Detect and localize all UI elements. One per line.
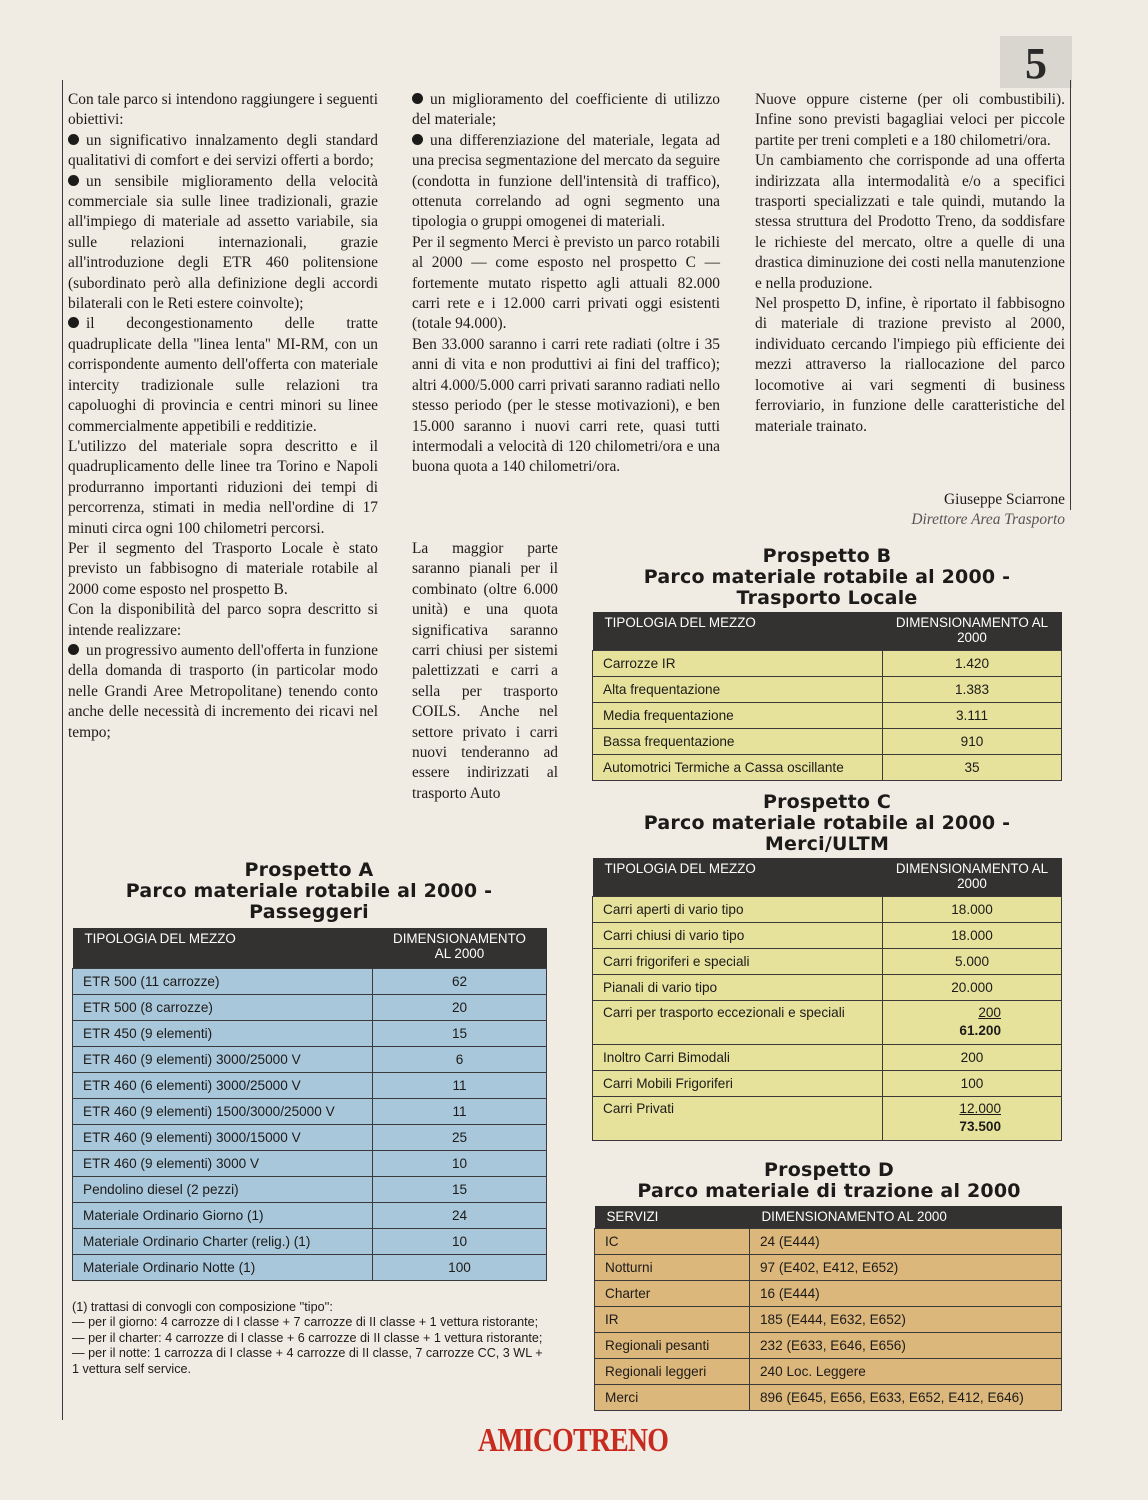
- row-label: ETR 450 (9 elementi): [73, 1020, 373, 1046]
- page-number: 5: [1000, 36, 1072, 88]
- row-label: Carri Privati: [593, 1096, 883, 1140]
- row-label: Carrozze IR: [593, 650, 883, 676]
- paragraph: un miglioramento del coefficiente di utilizzo del materiale;: [412, 90, 720, 131]
- row-label: Materiale Ordinario Notte (1): [73, 1254, 373, 1280]
- footnote-line: (1) trattasi di convogli con composizione ''tipo'':: [72, 1300, 333, 1314]
- table-row: [73, 1046, 547, 1072]
- row-value: 18.000: [883, 922, 1062, 948]
- row-value: 910: [883, 728, 1062, 754]
- table-row: [595, 1332, 1062, 1358]
- row-label: Materiale Ordinario Charter (relig.) (1): [73, 1228, 373, 1254]
- prospetto-a-footnote: [72, 1300, 550, 1377]
- row-label: Carri aperti di vario tipo: [593, 896, 883, 922]
- table-row: [73, 1228, 547, 1254]
- prospetto-d-title: [592, 1160, 1066, 1202]
- row-label: Pianali di vario tipo: [593, 974, 883, 1000]
- row-label: IC: [595, 1228, 750, 1254]
- row-label: Alta frequentazione: [593, 676, 883, 702]
- row-value: 3.111: [883, 702, 1062, 728]
- row-label: Regionali leggeri: [595, 1358, 750, 1384]
- table-row: [593, 702, 1062, 728]
- table-row: [73, 1020, 547, 1046]
- row-label: ETR 460 (9 elementi) 1500/3000/25000 V: [73, 1098, 373, 1124]
- table-row: [73, 1254, 547, 1280]
- table-row: [73, 1124, 547, 1150]
- table-row: [593, 754, 1062, 780]
- row-value: 97 (E402, E412, E652): [750, 1254, 1062, 1280]
- row-value: 185 (E444, E632, E652): [750, 1306, 1062, 1332]
- row-label: Bassa frequentazione: [593, 728, 883, 754]
- table-row: [595, 1254, 1062, 1280]
- row-label: Media frequentazione: [593, 702, 883, 728]
- prospetto-b-table: [592, 612, 1062, 781]
- row-label: Inoltro Carri Bimodali: [593, 1044, 883, 1070]
- table-row: [73, 1098, 547, 1124]
- row-label: Merci: [595, 1384, 750, 1410]
- row-value: 24: [373, 1202, 547, 1228]
- row-label: Notturni: [595, 1254, 750, 1280]
- header-dimensionamento: DIMENSIONAMENTO AL 2000: [750, 1206, 1062, 1228]
- row-value: 25: [373, 1124, 547, 1150]
- header-tipologia: TIPOLOGIA DEL MEZZO: [73, 928, 373, 968]
- row-value: 16 (E444): [750, 1280, 1062, 1306]
- header-tipologia: TIPOLOGIA DEL MEZZO: [593, 612, 883, 650]
- left-margin-rule: [62, 80, 63, 1420]
- text-column-left: [68, 90, 378, 743]
- table-row: [593, 676, 1062, 702]
- row-value: [883, 1096, 1062, 1140]
- table-row: [593, 728, 1062, 754]
- row-value: 6: [373, 1046, 547, 1072]
- row-value: 100: [373, 1254, 547, 1280]
- text-column-middle-narrow: [412, 539, 558, 804]
- table-row: [73, 1150, 547, 1176]
- table-row: [595, 1280, 1062, 1306]
- header-dimensionamento: DIMENSIONAMENTO AL 2000: [883, 858, 1062, 896]
- row-label: ETR 500 (8 carrozze): [73, 994, 373, 1020]
- row-value: 1.383: [883, 676, 1062, 702]
- paragraph: Nel prospetto D, infine, è riportato il fabbisogno di materiale di trazione previsto al 2000, individuato cercando l'impiego più efficiente dei mezzi attraverso la riallocazione del parco locomotive ai vari segmenti di business ferroviario, in funzione delle caratteristiche del materiale trainato.: [755, 295, 1065, 435]
- header-servizi: SERVIZI: [595, 1206, 750, 1228]
- prospetto-c-table: [592, 858, 1062, 1141]
- table-row: [595, 1384, 1062, 1410]
- prospetto-b-title-line2: Parco materiale rotabile al 2000 -: [643, 566, 1011, 588]
- prospetto-d-table: [594, 1206, 1062, 1411]
- row-value: 20.000: [883, 974, 1062, 1000]
- row-value: 24 (E444): [750, 1228, 1062, 1254]
- table-row: [73, 968, 547, 994]
- table-row: [73, 1072, 547, 1098]
- prospetto-a-table: [72, 928, 547, 1281]
- prospetto-d-title-line1: Prospetto D: [764, 1159, 894, 1181]
- prospetto-a-title-line3: Passeggeri: [249, 901, 369, 923]
- paragraph: Per il segmento del Trasporto Locale è stato previsto un fabbisogno di materiale rotabile al 2000 come esposto nel prospetto B.: [68, 539, 378, 598]
- signature-role: Direttore Area Trasporto: [911, 511, 1065, 529]
- row-value: 10: [373, 1228, 547, 1254]
- paragraph: un progressivo aumento dell'offerta in funzione della domanda di trasporto (in particolar modo nelle Grandi Aree Metropolitane) tenendo conto anche delle necessità di incremento dei ricavi nel tempo;: [68, 641, 378, 743]
- row-label: Regionali pesanti: [595, 1332, 750, 1358]
- table-row: [593, 974, 1062, 1000]
- paragraph: un sensibile miglioramento della velocità commerciale sia sulle linee tradizionali, grazie all'impiego di materiale ad assetto variabile, sia sulle relazioni internazionali, grazie all'introduzione degli ETR 460 politensione (subordinato però alla definizione degli accordi bilaterali con le Reti estere coinvolte);: [68, 172, 378, 315]
- header-tipologia: TIPOLOGIA DEL MEZZO: [593, 858, 883, 896]
- signature-name: Giuseppe Sciarrone: [944, 491, 1065, 508]
- text-column-middle: [412, 90, 720, 478]
- header-dimensionamento: DIMENSIONAMENTO AL 2000: [883, 612, 1062, 650]
- prospetto-a-title-line1: Prospetto A: [244, 859, 374, 881]
- right-margin-rule: [1070, 80, 1071, 510]
- row-label: ETR 460 (9 elementi) 3000/25000 V: [73, 1046, 373, 1072]
- paragraph: La maggior parte saranno pianali per il combinato (oltre 6.000 unità) e una quota significativa saranno carri chiusi per sistemi palettizzati e carri a sella per trasporto COILS. Anche nel settore privato i carri nuovi tenderanno ad essere indirizzati al trasporto Auto: [412, 540, 558, 802]
- paragraph: Con la disponibilità del parco sopra descritto si intende realizzare:: [68, 601, 378, 639]
- row-value: 11: [373, 1098, 547, 1124]
- paragraph: Ben 33.000 saranno i carri rete radiati (oltre i 35 anni di vita e non produttivi ai fini del traffico); altri 4.000/5.000 carri privati saranno radiati nello stesso periodo (per le stesse motivazioni), e ben 15.000 saranno i nuovi carri rete, quasi tutti intermodali a velocità di 120 chilometri/ora e una buona quota a 140 chilometri/ora.: [412, 335, 720, 476]
- row-value: 10: [373, 1150, 547, 1176]
- paragraph: una differenziazione del materiale, legata ad una precisa segmentazione del mercato da seguire (condotta in funzione dell'intensità di traffico), ottenuta correlando ad ogni segmento una tipologia o gruppi omogenei di materiali.: [412, 131, 720, 233]
- row-label: Carri per trasporto eccezionali e speciali: [593, 1000, 883, 1044]
- row-value-amount: 200: [978, 1005, 1001, 1020]
- row-value: 62: [373, 968, 547, 994]
- paragraph: il decongestionamento delle tratte quadruplicate della ''linea lenta'' MI-RM, con un corrispondente aumento dell'offerta con materiale intercity tradizionale sulle relazioni tra capoluoghi di provincia e centri minori su linee commercialmente appetibili e redditizie.: [68, 314, 378, 436]
- signature-block: [755, 486, 1065, 531]
- row-label: Carri frigoriferi e speciali: [593, 948, 883, 974]
- paragraph: Per il segmento Merci è previsto un parco rotabili al 2000 — come esposto nel prospetto C — fortemente mutato rispetto agli attuali 82.000 carri rete e i 12.000 carri privati oggi esistenti (totale 94.000).: [412, 233, 720, 333]
- footnote-line: — per il giorno: 4 carrozze di I classe + 7 carrozze di II classe + 1 vettura ristorante;: [72, 1315, 539, 1330]
- row-value: 896 (E645, E656, E633, E652, E412, E646): [750, 1384, 1062, 1410]
- prospetto-a-title-line2: Parco materiale rotabile al 2000 -: [125, 880, 493, 902]
- table-row: [593, 1000, 1062, 1044]
- prospetto-b-title: [592, 546, 1062, 609]
- row-value: 15: [373, 1020, 547, 1046]
- row-label: Carri Mobili Frigoriferi: [593, 1070, 883, 1096]
- row-label: Charter: [595, 1280, 750, 1306]
- table-row: [73, 1202, 547, 1228]
- prospetto-c-title-line3: Merci/ULTM: [764, 833, 890, 855]
- table-row: [593, 1096, 1062, 1140]
- table-row: [595, 1306, 1062, 1332]
- row-label: Automotrici Termiche a Cassa oscillante: [593, 754, 883, 780]
- prospetto-a-title: [70, 860, 548, 923]
- prospetto-b-title-line1: Prospetto B: [762, 545, 892, 567]
- table-row: [593, 1044, 1062, 1070]
- footnote-line: — per il charter: 4 carrozze di I classe + 6 carrozze di II classe + 1 vettura ristorante;: [72, 1330, 543, 1345]
- row-value: 11: [373, 1072, 547, 1098]
- row-label: Carri chiusi di vario tipo: [593, 922, 883, 948]
- table-row: [593, 922, 1062, 948]
- row-label: ETR 460 (9 elementi) 3000/15000 V: [73, 1124, 373, 1150]
- row-value: 15: [373, 1176, 547, 1202]
- row-value: 200: [883, 1044, 1062, 1070]
- table-row: [595, 1228, 1062, 1254]
- paragraph: un significativo innalzamento degli standard qualitativi di comfort e dei servizi offerti a bordo;: [68, 131, 378, 172]
- row-value: 35: [883, 754, 1062, 780]
- row-label: IR: [595, 1306, 750, 1332]
- row-subtotal: 61.200: [959, 1023, 1001, 1038]
- prospetto-b-title-line3: Trasporto Locale: [736, 587, 918, 609]
- prospetto-c-title-line2: Parco materiale rotabile al 2000 -: [643, 812, 1011, 834]
- header-dimensionamento: DIMENSIONAMENTO AL 2000: [373, 928, 547, 968]
- table-row: [593, 896, 1062, 922]
- footnote-line: — per il notte: 1 carrozza di I classe + 4 carrozze di II classe, 7 carrozze CC, 3 WL + 1 vettura self service.: [72, 1346, 543, 1376]
- row-value: 240 Loc. Leggere: [750, 1358, 1062, 1384]
- paragraph: Nuove oppure cisterne (per oli combustibili). Infine sono previsti bagagliai veloci per piccole partite per treni completi e a 180 chilometri/ora.: [755, 91, 1065, 149]
- paragraph: L'utilizzo del materiale sopra descritto e il quadruplicamento delle linee tra Torino e Napoli produrranno importanti riduzioni dei tempi di percorrenza, stimati in media nell'ordine di 17 minuti circa ogni 100 chilometri percorsi.: [68, 437, 378, 537]
- table-row: [593, 1070, 1062, 1096]
- row-value: 5.000: [883, 948, 1062, 974]
- row-value: 232 (E633, E646, E656): [750, 1332, 1062, 1358]
- prospetto-c-title-line1: Prospetto C: [762, 791, 892, 813]
- row-value-amount: 12.000: [959, 1101, 1001, 1116]
- paragraph: Un cambiamento che corrisponde ad una offerta indirizzata alla intermodalità e/o a specifici trasporti specializzati e tale quindi, mutando la stessa struttura del Prodotto Treno, da soddisfare le richieste del mercato, oltre a quelle di una drastica diminuzione dei costi nella manutenzione e nella produzione.: [755, 152, 1065, 292]
- row-label: ETR 460 (9 elementi) 3000 V: [73, 1150, 373, 1176]
- table-header-row: [73, 928, 547, 968]
- table-header-row: [595, 1206, 1062, 1228]
- row-value: [883, 1000, 1062, 1044]
- row-label: Materiale Ordinario Giorno (1): [73, 1202, 373, 1228]
- table-row: [73, 994, 547, 1020]
- table-header-row: [593, 858, 1062, 896]
- row-subtotal: 73.500: [959, 1119, 1001, 1134]
- row-value: 1.420: [883, 650, 1062, 676]
- paragraph: Con tale parco si intendono raggiungere i seguenti obiettivi:: [68, 91, 378, 129]
- prospetto-c-title: [592, 792, 1062, 855]
- row-label: ETR 500 (11 carrozze): [73, 968, 373, 994]
- row-label: Pendolino diesel (2 pezzi): [73, 1176, 373, 1202]
- table-row: [73, 1176, 547, 1202]
- row-value: 18.000: [883, 896, 1062, 922]
- amicotreno-logo: AMICOTRENO: [478, 1422, 669, 1459]
- table-row: [593, 650, 1062, 676]
- row-value: 100: [883, 1070, 1062, 1096]
- prospetto-d-title-line2: Parco materiale di trazione al 2000: [637, 1180, 1021, 1202]
- row-label: ETR 460 (6 elementi) 3000/25000 V: [73, 1072, 373, 1098]
- text-column-right: [755, 90, 1065, 437]
- table-header-row: [593, 612, 1062, 650]
- row-value: 20: [373, 994, 547, 1020]
- table-row: [595, 1358, 1062, 1384]
- table-row: [593, 948, 1062, 974]
